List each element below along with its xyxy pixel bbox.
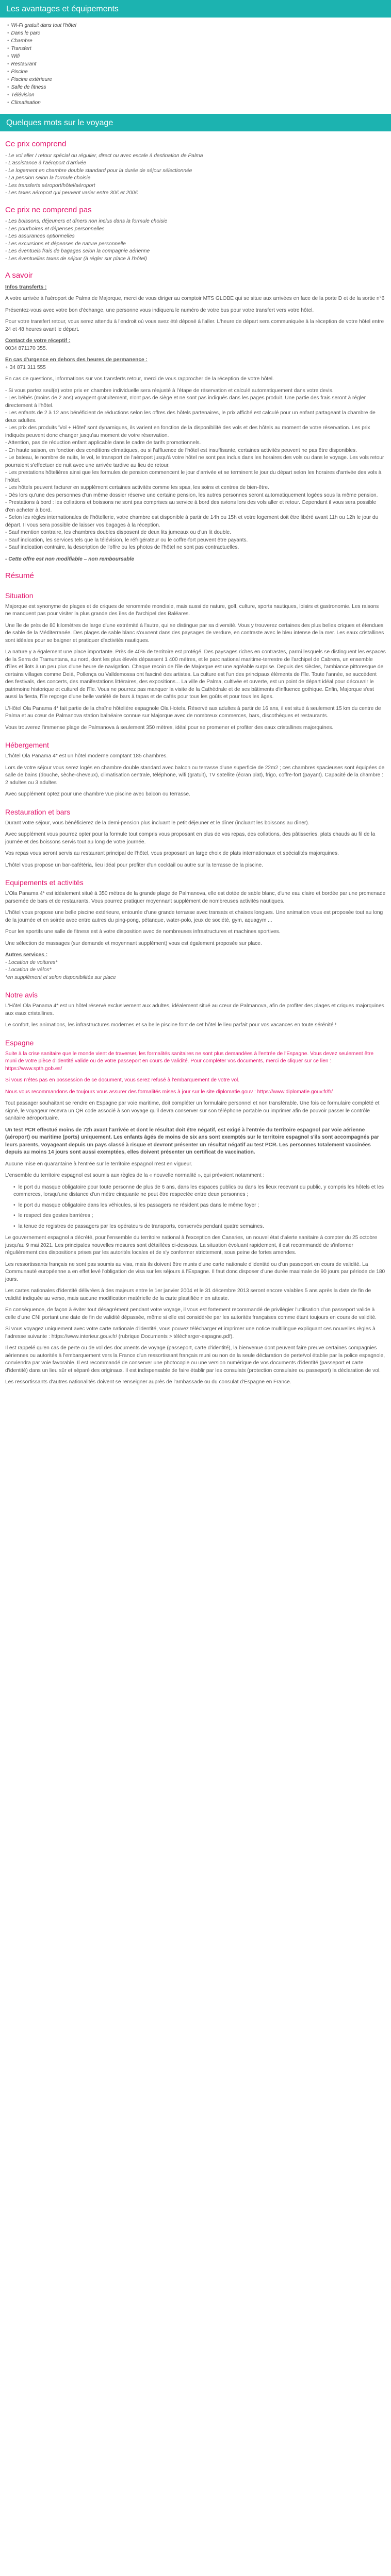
advantage-item: • Climatisation — [7, 99, 385, 107]
spain-p9: Les ressortissants français ne sont pas soumis au visa, mais ils doivent être munis d'une carte nationale d'identité ou d'un passeport en cours de validité. La Communauté européenne a en effet levé l'obligation de visa sur les séjours à l'Espagne. Il faut donc disposer d'une durée maximale de 90 jours par période de 180 jours. — [5, 1261, 385, 1282]
spain-p6: Aucune mise en quarantaine à l'entrée sur le territoire espagnol n'est en vigueur. — [5, 1161, 192, 1167]
excluded-item: - Les éventuels frais de bagages selon la compagnie aérienne — [5, 248, 150, 254]
included-item: - La pension selon la formule choisie — [5, 175, 91, 181]
restaurant-p1: Durant votre séjour, vous bénéficierez de la demi-pension plus incluant le petit déjeuner et le dîner (incluant les boissons au dîner). — [5, 820, 309, 826]
note-item: - Prestations à bord : les collations et boissons ne sont pas comprises au service à bord des avions lors des vols aller et retour. Cependant il vous sera possible d'en acheter à bord. — [5, 500, 377, 513]
notice-title: Notre avis — [5, 991, 38, 999]
advantage-item: • Transfert — [7, 45, 385, 53]
situation-p4: L'Hôtel Ola Panama 4* fait partie de la chaîne hôtelière espagnole Ola Hotels. Réservé aux adultes à partir de 16 ans, il est situé à seulement 15 km du centre de Palma et au cœur de Palmanova station balnéaire connue sur Majorque avec de nombreux commerces, bars, discothèques et restaurants. — [5, 705, 381, 719]
services-label: Autres services : — [5, 952, 48, 958]
situation-p3: La nature y a également une place importante. Près de 40% de territoire est protégé. Des paysages riches en contrastes, parmi lesquels se distinguent les espaces de la Serra de Tramuntana, au nord, dont les plus élevés dépassent 1 400 mètres, et le parc national maritime-terrestre de l'archipel de Cabrera, un ensemble d'îles et îlots à un peu plus d'une heure de navigation. Chaque recoin de l'île de Majorque est une agréable surprise. Depuis des siècles, l'ambiance pittoresque de certains villages comme Deià, Pollença ou Valldemossa ont fasciné des artistes. La culture est l'un des principaux éléments de l'île. Toute l'année, se succèdent des festivals, des concerts, des manifestations littéraires, des expositions... La ville de Palma, cultivée et ouverte, est un point de départ idéal pour découvrir le patrimoine historique et culturel de l'île. Vous ne pourrez pas manquer la visite de la Cathédrale et de ses bâtiments d'influence gothique. Enfin, Majorque s'est aussi la fiesta, l'île regorge d'une belle variété de bars à tapas et de cafés pour tous les goûts et pour tous les âges. — [5, 649, 386, 700]
notice-p1: L'Hôtel Ola Panama 4* est un hôtel réservé exclusivement aux adultes, idéalement situé au cœur de Palmanova, afin de profiter des plages et criques majorquines aux eaux cristallines. — [5, 1003, 384, 1016]
situation-p5: Vous trouverez l'immense plage de Palmanova à seulement 350 mètres, idéal pour se promener et profiter des eaux cristallines majorquines. — [5, 724, 334, 731]
know-p1: A votre arrivée à l'aéroport de Palma de Majorque, merci de vous diriger au comptoir MTS GLOBE qui se situe aux arrivées en face de la porte D et de la sortie n°6 — [5, 296, 385, 301]
spain-rule-item: • le port du masque obligatoire pour toute personne de plus de 6 ans, dans les espaces publics ou dans les lieux recevant du public, y compris les hôtels et les commerces, lorsqu'une distance d'un mètre cinquante ne peut être respectée entre deux personnes ; — [13, 1184, 386, 1199]
service-item: - Location de vélos* — [5, 967, 52, 973]
section-band-advantages — [0, 0, 391, 18]
spain-rule-item: • le port du masque obligatoire dans les véhicules, si les passagers ne résident pas dans le même foyer ; — [13, 1202, 386, 1210]
advantage-item: • Restaurant — [7, 60, 385, 68]
advantage-item: • Piscine extérieure — [7, 76, 385, 83]
spain-rules-list — [13, 1184, 386, 1231]
included-item: - Les transferts aéroport/hôtel/aéroport — [5, 182, 95, 189]
note-item: - Sauf indication contraire, la description de l'offre ou les photos de l'hôtel ne sont pas contractuelles. — [5, 545, 239, 550]
emergency-label: En cas d'urgence en dehors des heures de permanence : — [5, 357, 148, 363]
equipment-p2: L'hôtel vous propose une belle piscine extérieure, entourée d'une grande terrasse avec transats et chaises longues. Une animation vous est proposée tout au long de la journée et en soirée avec entre autres du ping-pong, pétanque, water-polo, jeux de société, gym, aquagym ... — [5, 910, 383, 923]
equipment-p1: L'Ola Panama 4* est idéalement situé à 350 mètres de la grande plage de Palmanova, elle est dotée de sable blanc, d'une eau claire et bordée par une promenade parsemée de bars et de restaurants. Vous pourrez pratiquer moyennant supplément de nombreuses activités nautiques. — [5, 891, 386, 904]
advantage-item: • Télévision — [7, 91, 385, 99]
included-title: Ce prix comprend — [5, 140, 67, 148]
restaurant-p2: Avec supplément vous pourrez opter pour la formule tout compris vous proposant en plus de vos repas, des collations, des pâtisseries, plats chauds au fil de la journée et des boissons servis tout au long de votre journée. — [5, 832, 376, 845]
excluded-item: - Les boissons, déjeuners et dîners non inclus dans la formule choisie — [5, 218, 168, 224]
contact-label: Contact de votre réceptif : — [5, 338, 71, 344]
notice-p2: Le confort, les animations, les infrastructures modernes et sa belle piscine font de cet hôtel le lieu parfait pour vos vacances en toute sérénité ! — [5, 1022, 337, 1028]
restaurant-title: Restauration et bars — [5, 807, 71, 816]
situation-p2: Une île de près de 80 kilomètres de large d'une extrémité à l'autre, qui se distingue par sa diversité. Vous y trouverez certaines des plus belles criques et étendues de sable de la Méditerranée. Des plages de sable blanc s'ouvrent dans des paysages de verdure, en contraste avec le bleu intense de la mer. Les eaux cristallines sont idéales pour se baigner et pratiquer d'activités nautiques. — [5, 622, 384, 643]
spain-p13: Il est rappelé qu'en cas de perte ou de vol des documents de voyage (passeport, carte d'identité), la bienvenue dont peuvent faire preuve certaines compagnies aériennes ou autorités à l'embarquement vers la France d'un ressortissant français muni ou non de la seule déclaration de perte/vol établie par la police espagnole, conviendra par voie favorable. Il est recommandé de conserver une photocopie ou une version numérique de vos documents d'identité (passeport et carte d'identité) dans un lieu sûr et séparé des originaux. Il est indispensable de faire établir par les consulats (protection consulaire ou passeport) la déclaration de vol. — [5, 1345, 385, 1374]
spain-rule-item: • la tenue de registres de passagers par les opérateurs de transports, conservés pendant quatre semaines. — [13, 1223, 386, 1231]
accommodation-p3: Avec supplément optez pour une chambre vue piscine avec balcon ou terrasse. — [5, 791, 190, 797]
know-p3: En cas de questions, informations sur vos transferts retour, merci de vous rapprocher de la réception de votre hôtel. — [5, 376, 274, 382]
know-p2: Pour votre transfert retour, vous serez attendu à l'endroit où vous avez été déposé à l'aller. L'heure de départ sera communiquée à la réception de votre hôtel entre 24 et 48 heures avant le départ. — [5, 319, 384, 332]
advantage-item: • Piscine — [7, 68, 385, 76]
note-item: - Les bébés (moins de 2 ans) voyagent gratuitement, n'ont pas de siège et ne sont pas indiqués dans les pages produit. Une partie des frais seront à régler directement à l'hôtel. — [5, 395, 366, 409]
stay-section — [0, 139, 391, 1386]
emergency-value: + 34 871 311 555 — [5, 364, 46, 370]
spain-p12: Si vous voyagez uniquement avec votre carte nationale d'identité, vous pouvez télécharger et imprimer une notice multilingue expliquant ces nouvelles règles à l'adresse suivante : https://www.interieur.gouv.fr/ (rubrique Documents > télécharger-espagne.pdf). — [5, 1326, 376, 1340]
spain-p2: Si vous n'êtes pas en possession de ce document, vous serez refusé à l'embarquement de votre vol. — [5, 1077, 240, 1083]
excluded-item: - Les pourboires et dépenses personnelles — [5, 226, 105, 232]
included-item: - L'assistance à l'aéroport d'arrivée — [5, 160, 87, 166]
restaurant-p3: Vos repas vous seront servis au restaurant principal de l'hôtel, vous proposant un large choix de plats internationaux et spécialités majorquines. — [5, 851, 339, 856]
advantage-item: • Chambre — [7, 37, 385, 45]
spain-title: Espagne — [5, 1038, 34, 1047]
note-item: - Attention, pas de réduction enfant applicable dans le cadre de tarifs promotionnels. — [5, 440, 201, 446]
advantage-item: • Salle de fitness — [7, 83, 385, 91]
note-item: - Si vous partez seul(e) votre prix en chambre individuelle sera réajusté à l'étape de réservation et calculé automatiquement dans votre devis. — [5, 387, 334, 394]
spain-p8: Le gouvernement espagnol a décrété, pour l'ensemble du territoire national à l'exception des Canaries, un nouvel état d'alerte sanitaire à compter du 25 octobre jusqu'au 9 mai 2021. Les principales nouvelles mesures sont détaillées ci-dessous. La situation évoluant rapidement, il est recommandé de s'informer régulièrement des dispositions prises par les autorités locales et de s'y conformer strictement, sous peine de fortes amendes. — [5, 1235, 378, 1256]
note-item: - En haute saison, en fonction des conditions climatiques, ou si l'affluence de l'hôtel est insuffisante, certaines activités peuvent ne pas être disponibles. — [5, 447, 357, 453]
note-item: - Sauf indication, les services tels que la télévision, le réfrigérateur ou le coffre-fort peuvent être payants. — [5, 537, 248, 543]
note-item: - Selon les règles internationales de l'hôtellerie, votre chambre est disponible à partir de 14h ou 15h et votre logement doit être libéré avant 11h ou 12h le jour du départ. Il vous sera possible de laisser vos bagages à la réception. — [5, 515, 379, 528]
services-list — [5, 959, 386, 974]
included-item: - Les taxes aéroport qui peuvent varier entre 30€ et 200€ — [5, 190, 138, 196]
accommodation-title: Hébergement — [5, 741, 49, 749]
spain-p4: Tout passager souhaitant se rendre en Espagne par voie maritime, doit compléter un formulaire personnel et non transférable. Une fois ce formulaire complété et signé, le voyageur recevra un QR code associé à son voyage qu'il devra conserver sur son téléphone portable ou imprimer afin de pouvoir passer le contrôle sanitaire aéroportuaire. — [5, 1100, 380, 1121]
accommodation-p2: Lors de votre séjour vous serez logés en chambre double standard avec balcon ou terrasse d'une superficie de 22m2 ; ces chambres spacieuses sont équipées de salle de bains (douche, sèche-cheveux), climatisation centrale, téléphone, wifi (gratuit), TV satellite (écran plat), frigo, coffre-fort (payant). Capacité de la chambre : 2 adultes ou 3 adultes — [5, 765, 385, 786]
service-item: - Location de voitures* — [5, 959, 58, 965]
excluded-list — [5, 218, 386, 263]
spain-rule-item: • le respect des gestes barrières ; — [13, 1212, 386, 1220]
spain-p10: Les cartes nationales d'identité délivrées à des majeurs entre le 1er janvier 2004 et le 31 décembre 2013 seront encore valables 5 ans après la date de fin de validité indiquée au verso, mais aucune modification matérielle de la carte plastifiée n'en atteste. — [5, 1288, 371, 1301]
services-note: *en supplément et selon disponibilités sur place — [5, 974, 116, 980]
advantage-item: • Wifi — [7, 53, 385, 60]
accommodation-p1: L'hôtel Ola Panama 4* est un hôtel moderne comptant 185 chambres. — [5, 753, 168, 759]
spain-p14: Les ressortissants d'autres nationalités doivent se renseigner auprès de l'ambassade ou du consulat d'Espagne en France. — [5, 1379, 291, 1385]
note-item: - Dès lors qu'une des personnes d'un même dossier réserve une certaine pension, les autres personnes seront automatiquement logées sous la même pension. — [5, 492, 378, 498]
cancel-note: - Cette offre est non modifiable – non remboursable — [5, 556, 135, 562]
equipment-p4: Une sélection de massages (sur demande et moyennant supplément) vous est également proposée sur place. — [5, 940, 262, 946]
spain-p3: Nous vous recommandons de toujours vous assurer des formalités mises à jour sur le site diplomatie.gouv : https://www.diplomatie.gouv.fr/fr/ — [5, 1089, 333, 1095]
included-item: - Le logement en chambre double standard pour la durée de séjour sélectionnée — [5, 167, 192, 174]
advantage-item: • Dans le parc — [7, 29, 385, 37]
restaurant-p4: L'hôtel vous propose un bar-cafétéria, lieu idéal pour profiter d'un cocktail ou autre sur la terrasse de la piscine. — [5, 862, 263, 868]
situation-p1: Majorque est synonyme de plages et de criques de renommée mondiale, mais aussi de nature, golf, culture, sports nautiques, loisirs et gastronomie. Les raisons ne manquent pas pour visiter la plus grande des îles de l'archipel des Baléares. — [5, 603, 379, 617]
contact-value: 0034 871170 355. — [5, 345, 47, 351]
transfer-label: Infos transferts : — [5, 284, 47, 290]
note-item: - Les prix des produits 'Vol + Hôtel' sont dynamiques, ils varient en fonction de la disponibilité des vols et des hôtels au moment de votre réservation. Les prix indiqués peuvent donc changer jusqu'au moment de votre réservation. — [5, 425, 370, 438]
note-item: - Les enfants de 2 à 12 ans bénéficient de réductions selon les offres des hôtels partenaires, le prix affiché est calculé pour un enfant partageant la chambre de deux adultes. — [5, 410, 376, 423]
spain-p5: Un test PCR effectué moins de 72h avant l'arrivée et dont le résultat doit être négatif, est exigé à l'entrée du territoire espagnol par voie aérienne (aéroport) ou maritime (ports) uniquement. Les enfants âgés de moins de six ans sont exemptés sur le territoire espagnol s'ils sont accompagnés par leurs parents, voyageant depuis un pays classé à risque et devront présenter un résultat négatif au test PCR. Les personnes totalement vaccinées depuis au moins 14 jours sont aussi exemptées, elles doivent présenter un certificat de vaccination. — [5, 1127, 379, 1155]
situation-title: Situation — [5, 591, 34, 600]
stay-title: Quelques mots sur le voyage — [6, 118, 113, 127]
know-title: A savoir — [5, 271, 33, 280]
excluded-item: - Les excursions et dépenses de nature personnelle — [5, 241, 126, 247]
note-item: - Le bateau, le nombre de nuits, le vol, le transport de l'aéroport jusqu'à votre hôtel ne sont pas inclus dans les horaires des vols ou dans le voyage. Les vols retour pourraient s'effectuer de nuit avec une arrivée tardive au lieu de retour. — [5, 455, 384, 468]
equipment-title: Equipements et activités — [5, 878, 84, 887]
summary-title: Résumé — [5, 571, 34, 580]
note-item: - Sauf mention contraire, les chambres doubles disposent de deux lits jumeaux ou d'un lit double. — [5, 530, 231, 535]
spain-p7: L'ensemble du territoire espagnol est soumis aux règles de la « nouvelle normalité », qui prévoient notamment : — [5, 1173, 265, 1178]
know-p1b: Présentez-vous avec votre bon d'échange, une personne vous indiquera le numéro de votre bus pour votre transfert vers votre hôtel. — [5, 307, 314, 313]
section-band-stay — [0, 114, 391, 131]
excluded-item: - Les assurances optionnelles — [5, 233, 75, 239]
advantages-title: Les avantages et équipements — [6, 5, 119, 13]
advantage-item: • Wi-Fi gratuit dans tout l'hôtel — [7, 22, 385, 29]
excluded-item: - Les éventuelles taxes de séjour (à régler sur place à l'hôtel) — [5, 256, 147, 262]
spain-p1: Suite à la crise sanitaire que le monde vient de traverser, les formalités sanitaires ne sont plus demandées à l'entrée de l'Espagne. Vous devez seulement être muni de votre pièce d'identité valide ou de votre passeport en cours de validité. Pour compléter vos documents, merci de cliquer sur ce lien : https://www.spth.gob.es/ — [5, 1050, 374, 1072]
equipment-p3: Pour les sportifs une salle de fitness est à votre disposition avec de nombreuses infrastructures et machines sportives. — [5, 929, 281, 935]
included-list — [5, 152, 386, 197]
note-item: - Les prestations hôtelières ainsi que les formules de pension commencent le jour d'arrivée et se terminent le jour du départ selon les horaires d'arrivée des vols à l'hôtel. — [5, 470, 382, 483]
know-notes — [5, 387, 386, 552]
included-item: - Le vol aller / retour spécial ou régulier, direct ou avec escale à destination de Palma — [5, 152, 203, 159]
excluded-title: Ce prix ne comprend pas — [5, 205, 92, 214]
advantages-list — [0, 18, 391, 114]
note-item: - Les hôtels peuvent facturer en supplément certaines activités comme les spas, les soins et centres de bien-être. — [5, 485, 269, 490]
spain-p11: En conséquence, de façon à éviter tout désagrément pendant votre voyage, il vous est fortement recommandé de privilégier l'utilisation d'un passeport valide à celle d'une CNI portant une date de fin de validité dépassée, même si elle est considérée par les autorités françaises comme étant toujours en cours de validité. — [5, 1307, 377, 1320]
